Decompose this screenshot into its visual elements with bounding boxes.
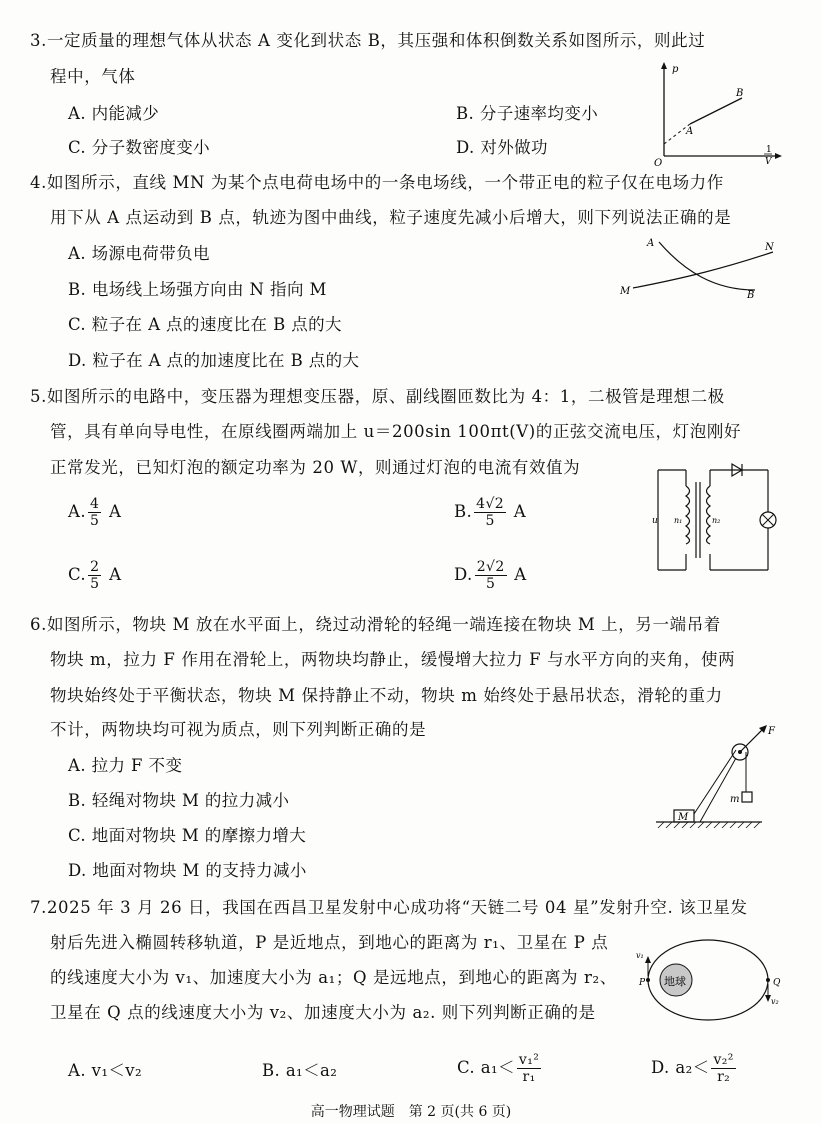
q4-point-n-label: N — [765, 242, 774, 253]
q5-option-b: B. $\frac{4√2}{5}$ A — [454, 496, 527, 529]
q6-option-d: D. 地面对物块 M 的支持力减小 — [68, 861, 307, 880]
q3-p-vs-inverse-v-graph — [650, 60, 790, 170]
q3-option-d: D. 对外做功 — [456, 138, 548, 157]
q4-point-m-label: M — [620, 286, 631, 297]
q7-stem-line1: 7.2025 年 3 月 26 日，我国在西昌卫星发射中心成功将“天链二号 04 星”发射升空. 该卫星发 — [30, 898, 748, 917]
q5-n1-label: n₁ — [674, 516, 683, 525]
q5-option-d: D. $\frac{2√2}{5}$ A — [454, 559, 527, 592]
q6-option-c: C. 地面对物块 M 的摩擦力增大 — [68, 826, 307, 845]
q4-option-b: B. 电场线上场强方向由 N 指向 M — [68, 280, 327, 299]
q7-option-b: B. a₁＜a₂ — [262, 1061, 338, 1080]
q7-option-c: C. a₁＜ $\frac{\text{v₁²}}{\text{r₁}}$ — [457, 1052, 540, 1085]
q5-transformer-circuit — [650, 460, 790, 580]
q7-earth-label: 地球 — [664, 975, 686, 988]
q5-option-c: C. $\frac{2}{5}$ A — [68, 559, 122, 592]
q6-stem-line3: 物块始终处于平衡状态，物块 M 保持静止不动，物块 m 始终处于悬吊状态，滑轮的重力 — [50, 686, 723, 705]
q7-stem-line4: 卫星在 Q 点的线速度大小为 v₂、加速度大小为 a₂. 则下列判断正确的是 — [50, 1003, 596, 1022]
q6-block-m-small-label: m — [730, 794, 740, 805]
q7-stem-line2: 射后先进入椭圆转移轨道，P 是近地点，到地心的距离为 r₁、卫星在 P 点 — [50, 933, 609, 952]
q5-u-label: u — [652, 516, 658, 526]
q7-option-d: D. a₂＜ $\frac{\text{v₂²}}{\text{r₂}}$ — [651, 1052, 734, 1085]
q4-option-d: D. 粒子在 A 点的加速度比在 B 点的大 — [68, 351, 360, 370]
q7-stem-line3: 的线速度大小为 v₁、加速度大小为 a₁；Q 是远地点，到地心的距离为 r₂、 — [50, 968, 617, 987]
q4-point-a-label: A — [647, 238, 655, 249]
q6-stem-line1: 6.如图所示，物块 M 放在水平面上，绕过动滑轮的轻绳一端连接在物块 M 上，另一端吊着 — [30, 615, 721, 634]
q5-stem-line3: 正常发光，已知灯泡的额定功率为 20 W，则通过灯泡的电流有效值为 — [50, 458, 581, 477]
q7-q-label: Q — [773, 978, 781, 988]
q3-stem-line2: 程中，气体 — [50, 67, 136, 86]
q3-option-b: B. 分子速率均变小 — [456, 104, 599, 123]
q4-option-a: A. 场源电荷带负电 — [68, 244, 210, 263]
q3-point-a-label: A — [686, 126, 694, 137]
q3-point-b-label: B — [736, 88, 744, 99]
q7-orbit-diagram — [636, 934, 786, 1028]
q6-force-f-label: F — [768, 726, 775, 737]
q5-option-a: A. $\frac{4}{5}$ A — [68, 496, 122, 529]
q7-option-a: A. v₁＜v₂ — [68, 1061, 142, 1080]
q4-option-c: C. 粒子在 A 点的速度比在 B 点的大 — [68, 315, 342, 334]
q3-origin-label: O — [654, 158, 663, 169]
q6-block-m-big-label: M — [678, 812, 689, 823]
q4-point-b-label: B — [747, 290, 755, 301]
q6-pulley-diagram — [650, 724, 790, 832]
q7-v1-label: v₁ — [636, 951, 644, 960]
page-footer: 高一物理试题 第 2 页(共 6 页) — [310, 1104, 512, 1120]
q7-v2-label: v₂ — [771, 997, 779, 1006]
q3-axis-x-den: V — [765, 157, 772, 167]
q6-stem-line2: 物块 m，拉力 F 作用在滑轮上，两物块均静止，缓慢增大拉力 F 与水平方向的夹角，使两 — [50, 650, 736, 669]
q7-p-label: P — [639, 978, 646, 988]
q6-option-a: A. 拉力 F 不变 — [68, 756, 183, 775]
q5-n2-label: n₂ — [712, 516, 721, 525]
q4-stem-line2: 用下从 A 点运动到 B 点，轨迹为图中曲线，粒子速度先减小后增大，则下列说法正确的是 — [50, 208, 732, 227]
q4-field-line-diagram — [615, 232, 785, 304]
q3-stem-line1: 3.一定质量的理想气体从状态 A 变化到状态 B，其压强和体积倒数关系如图所示，则此过 — [30, 31, 706, 50]
q4-stem-line1: 4.如图所示，直线 MN 为某个点电荷电场中的一条电场线，一个带正电的粒子仅在电场力作 — [30, 173, 724, 192]
q6-option-b: B. 轻绳对物块 M 的拉力减小 — [68, 791, 290, 810]
q5-stem-line1: 5.如图所示的电路中，变压器为理想变压器，原、副线圈匝数比为 4：1，二极管是理想二极 — [30, 387, 725, 406]
q3-option-a: A. 内能减少 — [68, 104, 160, 123]
q5-stem-line2: 管，具有单向导电性，在原线圈两端加上 u＝200sin 100πt(V)的正弦交流电压，灯泡刚好 — [50, 422, 742, 441]
q3-axis-x-num: 1 — [766, 145, 772, 155]
q3-axis-p-label: p — [672, 64, 679, 75]
q6-stem-line4: 不计，两物块均可视为质点，则下列判断正确的是 — [50, 720, 427, 739]
q3-option-c: C. 分子数密度变小 — [68, 138, 211, 157]
